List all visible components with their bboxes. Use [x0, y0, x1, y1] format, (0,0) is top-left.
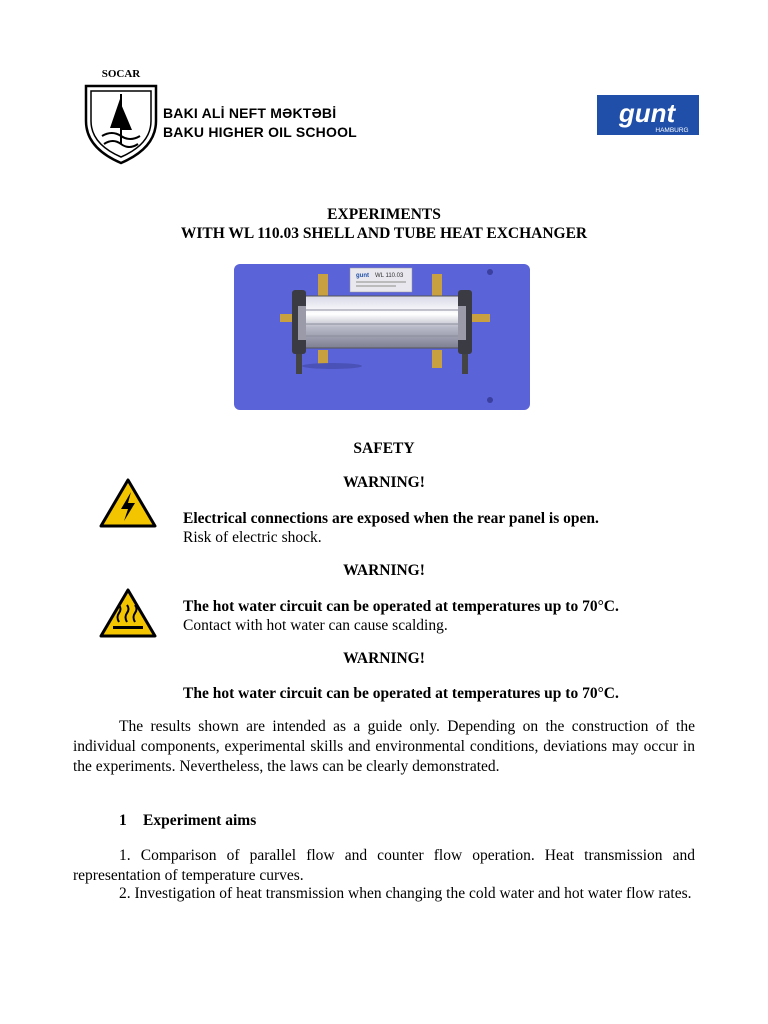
aim-1-paragraph: 1. Comparison of parallel flow and counter flow operation. Heat transmission and representation of temperature curves.	[73, 847, 695, 884]
heat-exchanger-photo	[232, 262, 532, 412]
warning-2-bold: The hot water circuit can be operated at temperatures up to 70°C.	[183, 598, 619, 615]
photo-label-model: WL 110.03	[375, 273, 404, 279]
gunt-logo	[597, 95, 699, 135]
aim-2-paragraph: 2. Investigation of heat transmission when changing the cold water and hot water flow rates.	[119, 885, 692, 902]
gunt-logo-text: gunt	[618, 98, 676, 128]
hot-surface-icon	[97, 586, 159, 640]
school-name-en: BAKU HIGHER OIL SCHOOL	[163, 124, 357, 140]
socar-logo	[80, 66, 162, 166]
document-title-line2: WITH WL 110.03 SHELL AND TUBE HEAT EXCHANGER	[180, 225, 588, 242]
warning-label-3: WARNING!	[343, 650, 425, 667]
document-title-line1: EXPERIMENTS	[327, 206, 441, 223]
safety-heading: SAFETY	[353, 440, 415, 457]
warning-label-2: WARNING!	[343, 562, 425, 579]
socar-logo-text: SOCAR	[101, 68, 141, 80]
electric-hazard-icon	[97, 476, 159, 530]
section-title: Experiment aims	[143, 812, 257, 829]
warning-2-text: Contact with hot water can cause scalding.	[183, 617, 448, 634]
section-number: 1	[119, 812, 127, 829]
section-heading	[119, 812, 256, 830]
warning-3-bold: The hot water circuit can be operated at temperatures up to 70°C.	[183, 685, 619, 702]
warning-1-bold: Electrical connections are exposed when the rear panel is open.	[183, 510, 599, 527]
photo-label-brand: gunt	[356, 273, 369, 279]
gunt-logo-subtext: HAMBURG	[655, 127, 689, 134]
school-name-az: BAKI ALİ NEFT MƏKTƏBİ	[163, 105, 337, 121]
warning-label-1: WARNING!	[343, 474, 425, 491]
intro-paragraph: The results shown are intended as a guide only. Depending on the construction of the individual components, experimental skills and environmental conditions, deviations may occur in the experiments. Nevertheless, the laws can be clearly demonstrated.	[73, 718, 695, 775]
warning-1-text: Risk of electric shock.	[183, 529, 322, 546]
